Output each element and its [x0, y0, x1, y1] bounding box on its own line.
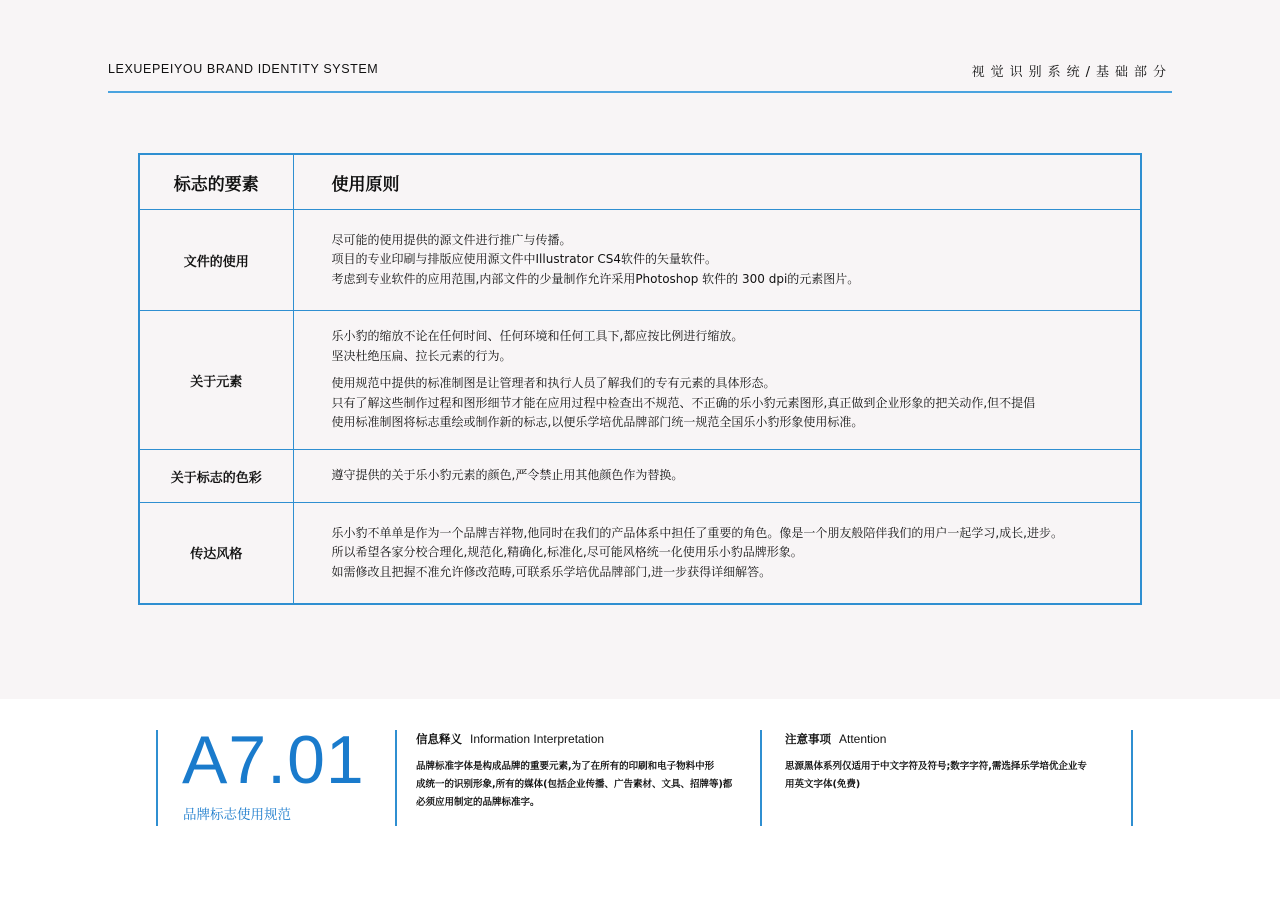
row-label: 传达风格	[139, 503, 293, 604]
text-line: 用英文字体(免费)	[785, 779, 861, 790]
column-header-element: 标志的要素	[139, 154, 293, 210]
row-label: 文件的使用	[139, 210, 293, 311]
table-row	[139, 210, 1141, 311]
attention-heading-en: Attention	[839, 732, 887, 746]
footer-divider	[760, 730, 762, 826]
section-title: 视觉识别系统/基础部分	[971, 65, 1172, 80]
attention-heading	[785, 731, 886, 747]
footer-divider	[156, 730, 158, 826]
text-line: 使用标准制图将标志重绘或制作新的标志,以便乐学培优品牌部门统一规范全国乐小豹形象使用标准。	[331, 415, 864, 430]
text-line: 使用规范中提供的标准制图是让管理者和执行人员了解我们的专有元素的具体形态。	[331, 376, 776, 391]
logo-usage-rules-table	[138, 153, 1142, 605]
paragraph	[332, 466, 1140, 486]
footer-divider	[395, 730, 397, 826]
row-content	[293, 210, 1141, 311]
text-line: 考虑到专业软件的应用范围,内部文件的少量制作允许采用Photoshop 软件的 300 dpi的元素图片。	[331, 271, 860, 286]
paragraph	[332, 231, 1140, 290]
text-line: 只有了解这些制作过程和图形细节才能在应用过程中检查出不规范、不正确的乐小豹元素图形,真正做到企业形象的把关动作,但不提倡	[331, 395, 1036, 410]
table-row	[139, 311, 1141, 450]
text-line: 遵守提供的关于乐小豹元素的颜色,严令禁止用其他颜色作为替换。	[331, 468, 684, 483]
text-line: 项目的专业印刷与排版应使用源文件中Illustrator CS4软件的矢量软件。	[331, 252, 717, 267]
info-heading	[416, 731, 604, 747]
text-line: 乐小豹不单单是作为一个品牌吉祥物,他同时在我们的产品体系中担任了重要的角色。像是一个朋友般陪伴我们的用户一起学习,成长,进步。	[331, 525, 1063, 540]
text-line: 必须应用制定的品牌标准字。	[416, 797, 540, 808]
paragraph	[332, 524, 1140, 583]
text-line: 所以希望各家分校合理化,规范化,精确化,标准化,尽可能风格统一化使用乐小豹品牌形象。	[331, 545, 803, 559]
row-content	[293, 450, 1141, 503]
page-code-subtitle: 品牌标志使用规范	[183, 807, 291, 823]
text-line: 思源黑体系列仅适用于中文字符及符号;数字字符,需选择乐学培优企业专	[785, 761, 1087, 772]
text-line: 乐小豹的缩放不论在任何时间、任何环境和任何工具下,都应按比例进行缩放。	[331, 329, 744, 344]
text-line: 尽可能的使用提供的源文件进行推广与传播。	[331, 232, 572, 247]
row-label: 关于标志的色彩	[139, 450, 293, 503]
attention-heading-cn: 注意事项	[785, 732, 831, 746]
table-row	[139, 503, 1141, 604]
table-header-row	[139, 154, 1141, 210]
info-body	[416, 758, 732, 812]
text-line: 品牌标准字体是构成品牌的重要元素,为了在所有的印刷和电子物料中形	[416, 761, 715, 772]
header-divider	[108, 91, 1172, 93]
page-code: A7.01	[182, 722, 365, 798]
paragraph	[332, 327, 1140, 366]
text-line: 成统一的识别形象,所有的媒体(包括企业传播、广告素材、文具、招牌等)都	[416, 779, 733, 790]
column-header-principle: 使用原则	[293, 154, 1141, 210]
row-label: 关于元素	[139, 311, 293, 450]
row-content	[293, 503, 1141, 604]
text-line: 如需修改且把握不准允许修改范畴,可联系乐学培优品牌部门,进一步获得详细解答。	[331, 564, 772, 579]
row-content	[293, 311, 1141, 450]
paragraph	[332, 374, 1140, 433]
footer-divider	[1131, 730, 1133, 826]
table-row	[139, 450, 1141, 503]
info-heading-en: Information Interpretation	[470, 732, 605, 746]
text-line: 坚决杜绝压扁、拉长元素的行为。	[331, 348, 512, 363]
info-heading-cn: 信息释义	[416, 732, 462, 746]
brand-system-title: LEXUEPEIYOU BRAND IDENTITY SYSTEM	[108, 62, 379, 76]
attention-body	[785, 758, 1087, 794]
